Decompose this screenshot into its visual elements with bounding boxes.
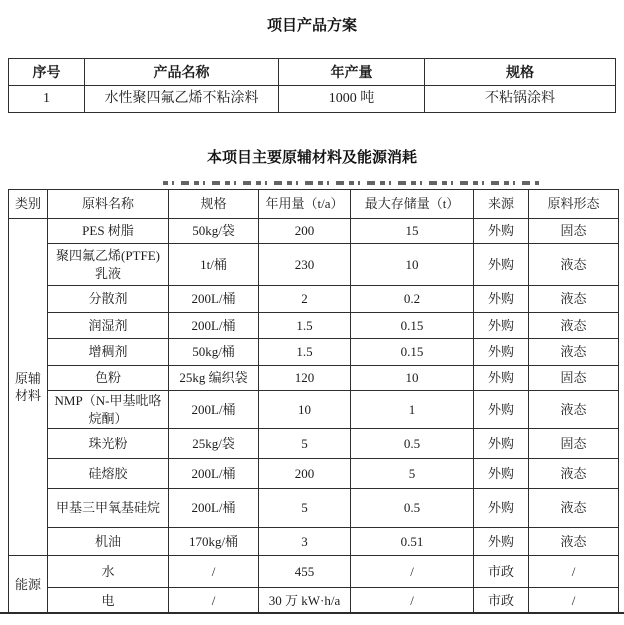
table-cell: 市政: [474, 588, 529, 614]
table-cell: 外购: [474, 366, 529, 391]
table-cell: 200L/桶: [169, 391, 259, 429]
table-row: [9, 339, 619, 366]
table-cell: 1: [351, 391, 474, 429]
table-row: [9, 286, 619, 313]
clipped-caption-fragments: [163, 181, 539, 185]
materials-table-head: [9, 190, 619, 219]
table-cell: 200: [259, 219, 351, 244]
table-cell: 外购: [474, 459, 529, 489]
header-cell: 产品名称: [85, 59, 279, 86]
table-cell: 30 万 kW·h/a: [259, 588, 351, 614]
table-cell: 外购: [474, 489, 529, 528]
table-cell: 200: [259, 459, 351, 489]
header-cell: 类别: [9, 190, 48, 219]
materials-table: [8, 189, 619, 614]
category-cell: 原辅材料: [9, 219, 48, 556]
table-cell: 外购: [474, 429, 529, 459]
table-cell: 0.5: [351, 429, 474, 459]
table-cell: /: [169, 588, 259, 614]
table-cell: 5: [351, 459, 474, 489]
table-cell: 液态: [529, 489, 619, 528]
table-row: [9, 366, 619, 391]
table-row: [9, 244, 619, 286]
table-cell: 10: [351, 244, 474, 286]
table-cell: 0.15: [351, 339, 474, 366]
table-cell: /: [169, 556, 259, 588]
table-cell: 色粉: [48, 366, 169, 391]
table-cell: 200L/桶: [169, 286, 259, 313]
table-cell: 10: [259, 391, 351, 429]
table-row: [9, 588, 619, 614]
table-row: [9, 489, 619, 528]
table-cell: 50kg/袋: [169, 219, 259, 244]
table-cell: 5: [259, 489, 351, 528]
table-row: [9, 391, 619, 429]
table-row: [9, 429, 619, 459]
header-cell: 年用量（t/a）: [259, 190, 351, 219]
table-cell: 甲基三甲氧基硅烷: [48, 489, 169, 528]
table-row: [9, 190, 619, 219]
table-cell: 增稠剂: [48, 339, 169, 366]
product-plan-title: 项目产品方案: [266, 17, 357, 34]
table-cell: 外购: [474, 219, 529, 244]
table-cell: 200L/桶: [169, 489, 259, 528]
table-row: [9, 219, 619, 244]
table-cell: 固态: [529, 219, 619, 244]
table-cell: 聚四氟乙烯(PTFE)乳液: [48, 244, 169, 286]
table-cell: 硅熔胶: [48, 459, 169, 489]
table-cell: 液态: [529, 528, 619, 556]
header-cell: 规格: [169, 190, 259, 219]
table-cell: 外购: [474, 286, 529, 313]
header-cell: 年产量: [279, 59, 425, 86]
table-cell: 液态: [529, 313, 619, 339]
header-cell: 来源: [474, 190, 529, 219]
table-cell: 水性聚四氟乙烯不粘涂料: [85, 86, 279, 113]
table-cell: 0.2: [351, 286, 474, 313]
table-cell: 固态: [529, 366, 619, 391]
materials-title: 本项目主要原辅材料及能源消耗: [206, 149, 417, 166]
table-cell: 外购: [474, 391, 529, 429]
table-cell: 液态: [529, 339, 619, 366]
table-cell: 润湿剂: [48, 313, 169, 339]
table-cell: 水: [48, 556, 169, 588]
table-cell: PES 树脂: [48, 219, 169, 244]
table-cell: 5: [259, 429, 351, 459]
table-cell: 珠光粉: [48, 429, 169, 459]
table-cell: 200L/桶: [169, 313, 259, 339]
table-cell: 25kg/袋: [169, 429, 259, 459]
table-cell: 170kg/桶: [169, 528, 259, 556]
table-cell: 1t/桶: [169, 244, 259, 286]
header-cell: 最大存储量（t）: [351, 190, 474, 219]
table-cell: 10: [351, 366, 474, 391]
table-cell: /: [529, 556, 619, 588]
header-cell: 规格: [425, 59, 616, 86]
header-cell: 原料形态: [529, 190, 619, 219]
table-cell: 不粘锅涂料: [425, 86, 616, 113]
table-cell: 0.5: [351, 489, 474, 528]
table-row: [9, 59, 616, 86]
table-cell: 0.51: [351, 528, 474, 556]
table-cell: 固态: [529, 429, 619, 459]
table-cell: 外购: [474, 528, 529, 556]
table-row: [9, 556, 619, 588]
table-cell: /: [351, 556, 474, 588]
table-cell: 3: [259, 528, 351, 556]
table-cell: 电: [48, 588, 169, 614]
table-cell: 外购: [474, 339, 529, 366]
table-cell: 液态: [529, 286, 619, 313]
header-cell: 原料名称: [48, 190, 169, 219]
table-cell: 分散剂: [48, 286, 169, 313]
table-cell: 1000 吨: [279, 86, 425, 113]
materials-table-body: [9, 219, 619, 614]
table-cell: 15: [351, 219, 474, 244]
table-cell: 液态: [529, 244, 619, 286]
category-cell: 能源: [9, 556, 48, 614]
page-bottom-rule: [0, 612, 624, 614]
table-cell: 1.5: [259, 339, 351, 366]
table-cell: 外购: [474, 244, 529, 286]
table-row: [9, 86, 616, 113]
table-cell: 120: [259, 366, 351, 391]
table-cell: 2: [259, 286, 351, 313]
table-cell: 机油: [48, 528, 169, 556]
table-cell: 外购: [474, 313, 529, 339]
table-cell: 市政: [474, 556, 529, 588]
table-cell: 1.5: [259, 313, 351, 339]
product-table: [8, 58, 616, 113]
table-cell: 液态: [529, 459, 619, 489]
table-cell: 200L/桶: [169, 459, 259, 489]
table-row: [9, 459, 619, 489]
table-cell: 50kg/桶: [169, 339, 259, 366]
table-cell: 0.15: [351, 313, 474, 339]
table-cell: 25kg 编织袋: [169, 366, 259, 391]
table-cell: 455: [259, 556, 351, 588]
table-cell: NMP（N-甲基吡咯烷酮）: [48, 391, 169, 429]
table-cell: 230: [259, 244, 351, 286]
table-row: [9, 313, 619, 339]
product-table-body: [9, 86, 616, 113]
table-cell: 液态: [529, 391, 619, 429]
table-cell: /: [529, 588, 619, 614]
table-cell: 1: [9, 86, 85, 113]
product-table-head: [9, 59, 616, 86]
table-row: [9, 528, 619, 556]
table-cell: /: [351, 588, 474, 614]
header-cell: 序号: [9, 59, 85, 86]
